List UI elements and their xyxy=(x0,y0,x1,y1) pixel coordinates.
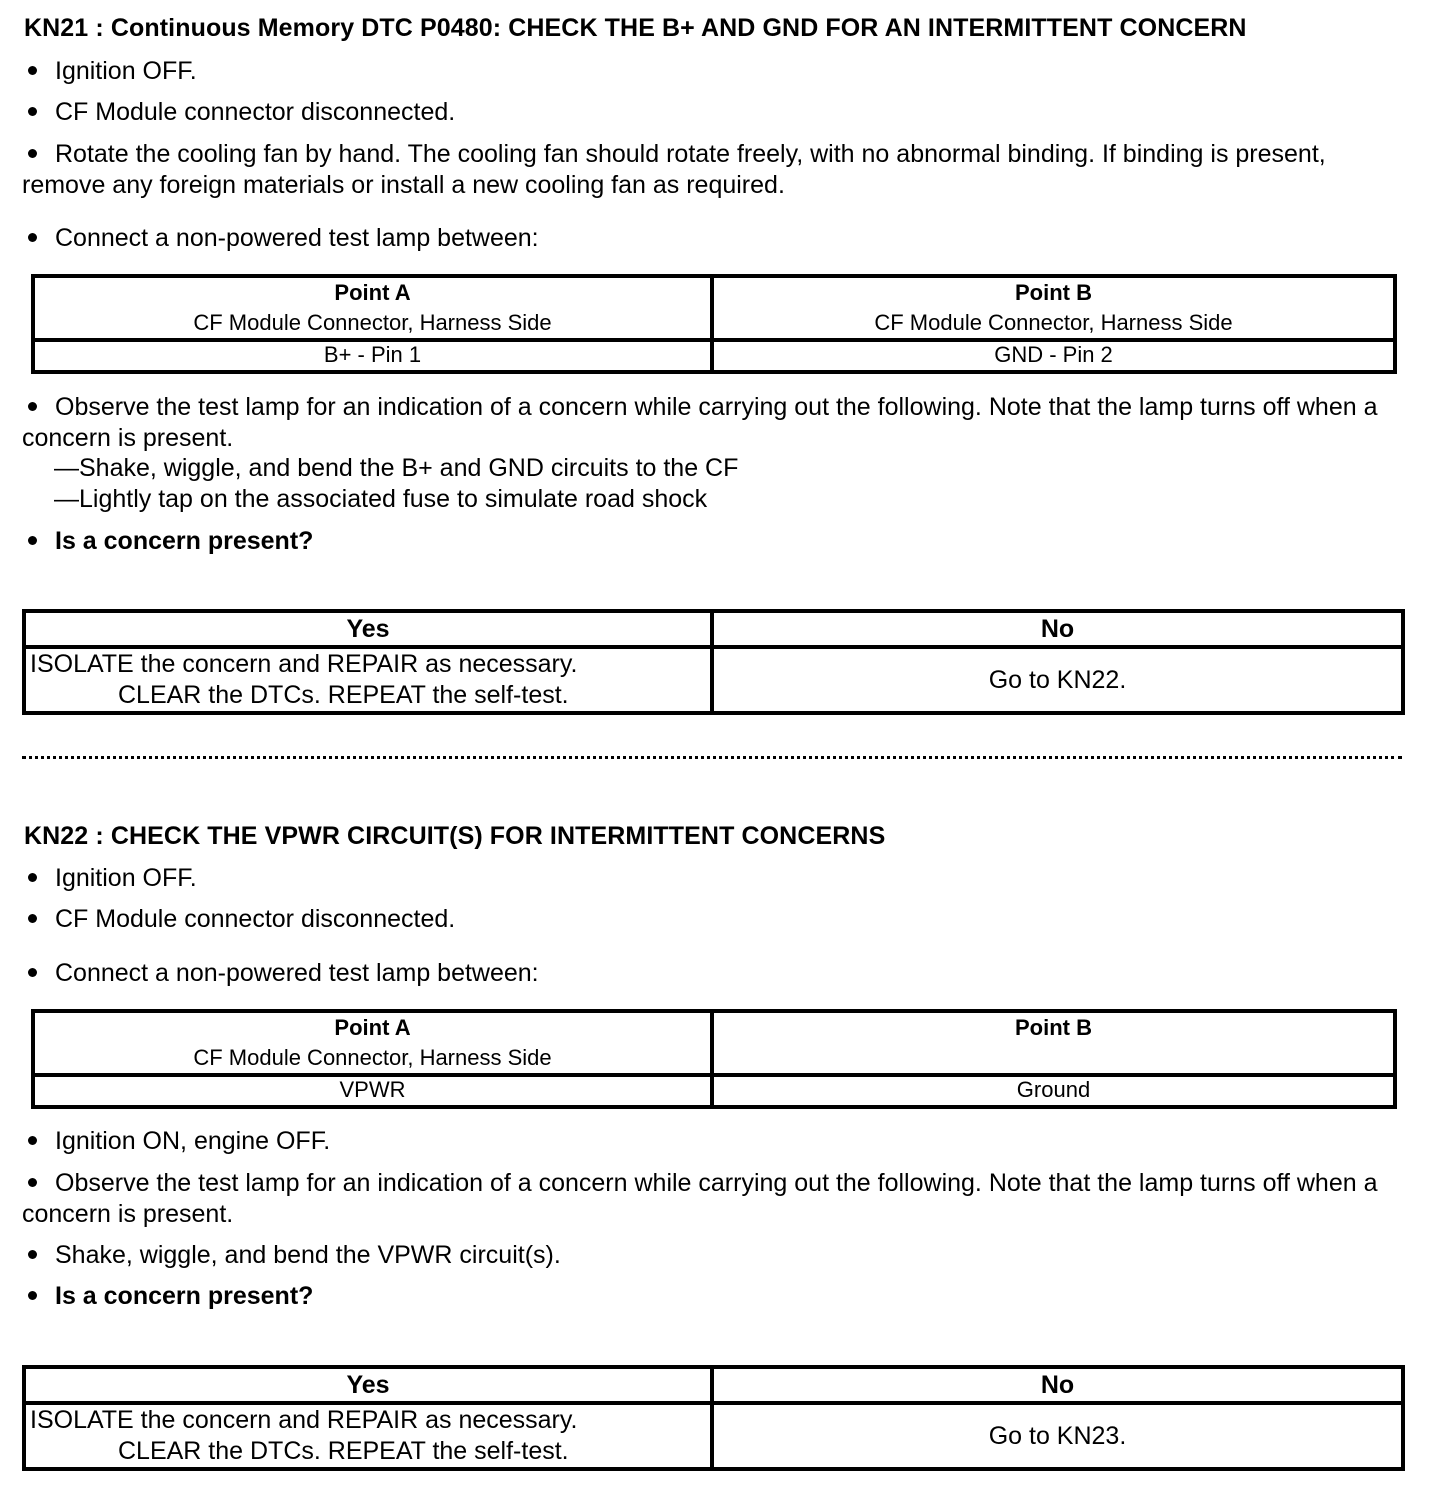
kn22-step-shake: Shake, wiggle, and bend the VPWR circuit(s). xyxy=(22,1241,561,1270)
bullet-icon xyxy=(28,1291,37,1300)
kn21-step-observe: Observe the test lamp for an indication of a concern while carrying out the following. Note that the lamp turns off when a concern is present. xyxy=(22,393,1378,452)
kn22-step-ignition-off: Ignition OFF. xyxy=(28,864,197,893)
kn22-step-observe: Observe the test lamp for an indication of a concern while carrying out the following. Note that the lamp turns off when a concern is present. xyxy=(22,1169,1378,1228)
bullet-icon xyxy=(28,402,37,411)
kn22-test-points-table xyxy=(31,1009,1397,1109)
kn22-step-connect-lamp: Connect a non-powered test lamp between: xyxy=(22,958,1402,989)
kn21-result-table xyxy=(22,609,1405,715)
kn21-substep-tap: —Lightly tap on the associated fuse to simulate road shock xyxy=(54,485,708,513)
bullet-icon xyxy=(28,1136,37,1145)
point-b-header: Point B xyxy=(712,1011,1395,1075)
yes-action: ISOLATE the concern and REPAIR as necessary. CLEAR the DTCs. REPEAT the self-test. xyxy=(24,647,712,713)
no-header: No xyxy=(712,611,1403,647)
yes-header: Yes xyxy=(24,1367,712,1403)
kn21-step-ignition-off: Ignition OFF. xyxy=(28,57,197,86)
section-divider xyxy=(22,756,1402,759)
kn22-step-ignition-on: Ignition ON, engine OFF. xyxy=(28,1127,330,1156)
no-header: No xyxy=(712,1367,1403,1403)
point-a-header: Point A CF Module Connector, Harness Side xyxy=(33,1011,712,1075)
no-action: Go to KN22. xyxy=(712,647,1403,713)
kn21-substep-shake: —Shake, wiggle, and bend the B+ and GND circuits to the CF xyxy=(54,454,739,482)
kn21-step-connect-lamp: Connect a non-powered test lamp between: xyxy=(22,223,1402,254)
kn22-question: Is a concern present? xyxy=(22,1282,313,1311)
point-a-header: Point A CF Module Connector, Harness Side xyxy=(33,276,712,340)
bullet-icon xyxy=(28,233,37,242)
yes-header: Yes xyxy=(24,611,712,647)
point-b-value: GND - Pin 2 xyxy=(712,340,1395,372)
kn21-step-connector: CF Module connector disconnected. xyxy=(28,98,455,127)
bullet-icon xyxy=(28,873,37,882)
kn21-title: KN21 : Continuous Memory DTC P0480: CHECK THE B+ AND GND FOR AN INTERMITTENT CONCERN xyxy=(24,14,1247,42)
kn21-step-rotate-fan: Rotate the cooling fan by hand. The cooling fan should rotate freely, with no abnormal binding. If binding is present, remove any foreign materials or install a new cooling fan as required. xyxy=(22,140,1326,199)
point-a-value: VPWR xyxy=(33,1075,712,1107)
bullet-icon xyxy=(28,968,37,977)
no-action: Go to KN23. xyxy=(712,1403,1403,1469)
bullet-icon xyxy=(28,1250,37,1259)
bullet-icon xyxy=(28,536,37,545)
bullet-icon xyxy=(28,66,37,75)
kn21-test-points-table xyxy=(31,274,1397,374)
kn22-step-connector: CF Module connector disconnected. xyxy=(28,905,455,934)
point-b-value: Ground xyxy=(712,1075,1395,1107)
bullet-icon xyxy=(28,149,37,158)
bullet-icon xyxy=(28,107,37,116)
kn22-result-table xyxy=(22,1365,1405,1471)
point-b-header: Point B CF Module Connector, Harness Side xyxy=(712,276,1395,340)
bullet-icon xyxy=(28,914,37,923)
kn22-title: KN22 : CHECK THE VPWR CIRCUIT(S) FOR INTERMITTENT CONCERNS xyxy=(24,822,886,850)
kn21-question: Is a concern present? xyxy=(22,527,313,556)
yes-action: ISOLATE the concern and REPAIR as necessary. CLEAR the DTCs. REPEAT the self-test. xyxy=(24,1403,712,1469)
bullet-icon xyxy=(28,1178,37,1187)
point-a-value: B+ - Pin 1 xyxy=(33,340,712,372)
